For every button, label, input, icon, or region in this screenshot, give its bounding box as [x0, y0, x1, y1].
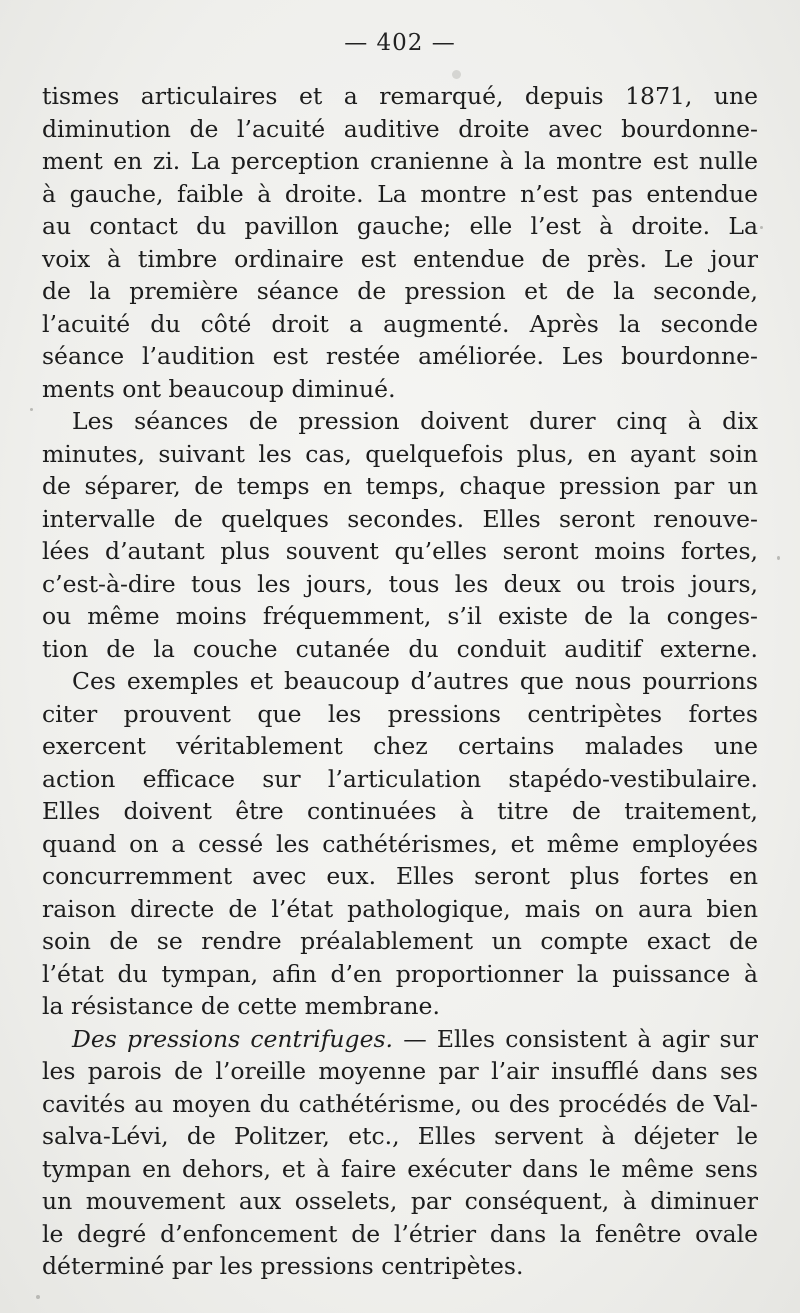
text-line: tympan en dehors, et à faire exécuter dans le même sens	[42, 1154, 758, 1183]
text-line: citer prouvent que les pressions centripètes fortes	[42, 699, 758, 728]
text-line: Elles doivent être continuées à titre de traitement,	[42, 797, 758, 825]
text-line: salva-Lévi, de Politzer, etc., Elles servent à déjeter le	[42, 1122, 758, 1150]
section-heading: Des pressions centrifuges.	[72, 1024, 394, 1053]
text-line: tion de la couche cutanée du conduit auditif externe.	[42, 634, 758, 663]
text-line: Ces exemples et beaucoup d’autres que nous pourrions	[72, 667, 758, 695]
text-line: intervalle de quelques secondes. Elles seront renouve-	[42, 504, 758, 533]
text-line: soin de se rendre préalablement un compte exact de	[42, 927, 758, 955]
text-line: le degré d’enfoncement de l’étrier dans la fenêtre ovale	[42, 1219, 758, 1248]
text-line: séance l’audition est restée améliorée. Les bourdonne-	[42, 342, 758, 370]
text-line: cavités au moyen du cathétérisme, ou des procédés de Val-	[42, 1089, 758, 1118]
text-line: c’est-à-dire tous les jours, tous les deux ou trois jours,	[42, 569, 758, 598]
text-line: l’acuité du côté droit a augmenté. Après la seconde	[42, 309, 758, 338]
text-line: de la première séance de pression et de la seconde,	[42, 277, 758, 305]
text-line: à gauche, faible à droite. La montre n’est pas entendue	[42, 179, 758, 208]
page-number: — 402 —	[344, 30, 456, 56]
text-line: les parois de l’oreille moyenne par l’air insufflé dans ses	[42, 1057, 758, 1085]
paragraph	[42, 1023, 758, 1283]
text-line: de séparer, de temps en temps, chaque pression par un	[42, 472, 758, 500]
text-line: ou même moins fréquemment, s’il existe de la conges-	[42, 602, 758, 630]
text-line: déterminé par les pressions centripètes.	[42, 1252, 524, 1280]
text-line: l’état du tympan, afin d’en proportionner la puissance à	[42, 959, 758, 988]
paragraph	[42, 80, 758, 405]
text-line: minutes, suivant les cas, quelquefois plus, en ayant soin	[42, 439, 758, 468]
text-line: quand on a cessé les cathétérismes, et même employées	[42, 829, 758, 858]
text-line: tismes articulaires et a remarqué, depuis 1871, une	[42, 82, 758, 110]
text-line: ments ont beaucoup diminué.	[42, 374, 396, 403]
paragraph	[42, 665, 758, 1023]
body-text	[42, 80, 758, 1283]
text-fragment: — Elles consistent à agir sur	[393, 1024, 758, 1053]
text-line: Les séances de pression doivent durer cinq à dix	[72, 407, 758, 435]
text-line: au contact du pavillon gauche; elle l’est à droite. La	[42, 212, 758, 240]
text-line	[42, 1023, 758, 1056]
text-line: lées d’autant plus souvent qu’elles seront moins fortes,	[42, 537, 758, 565]
text-line: concurremment avec eux. Elles seront plus fortes en	[42, 862, 758, 890]
text-line: action efficace sur l’articulation stapédo-vestibulaire.	[42, 764, 758, 793]
text-line: un mouvement aux osselets, par conséquent, à diminuer	[42, 1187, 758, 1215]
text-line: voix à timbre ordinaire est entendue de près. Le jour	[42, 244, 758, 273]
text-line: raison directe de l’état pathologique, mais on aura bien	[42, 894, 758, 923]
text-line: diminution de l’acuité auditive droite avec bourdonne-	[42, 114, 758, 143]
text-line: ment en zi. La perception cranienne à la montre est nulle	[42, 147, 758, 175]
paragraph	[42, 405, 758, 665]
text-line: exercent véritablement chez certains malades une	[42, 732, 758, 760]
text-line: la résistance de cette membrane.	[42, 992, 440, 1020]
